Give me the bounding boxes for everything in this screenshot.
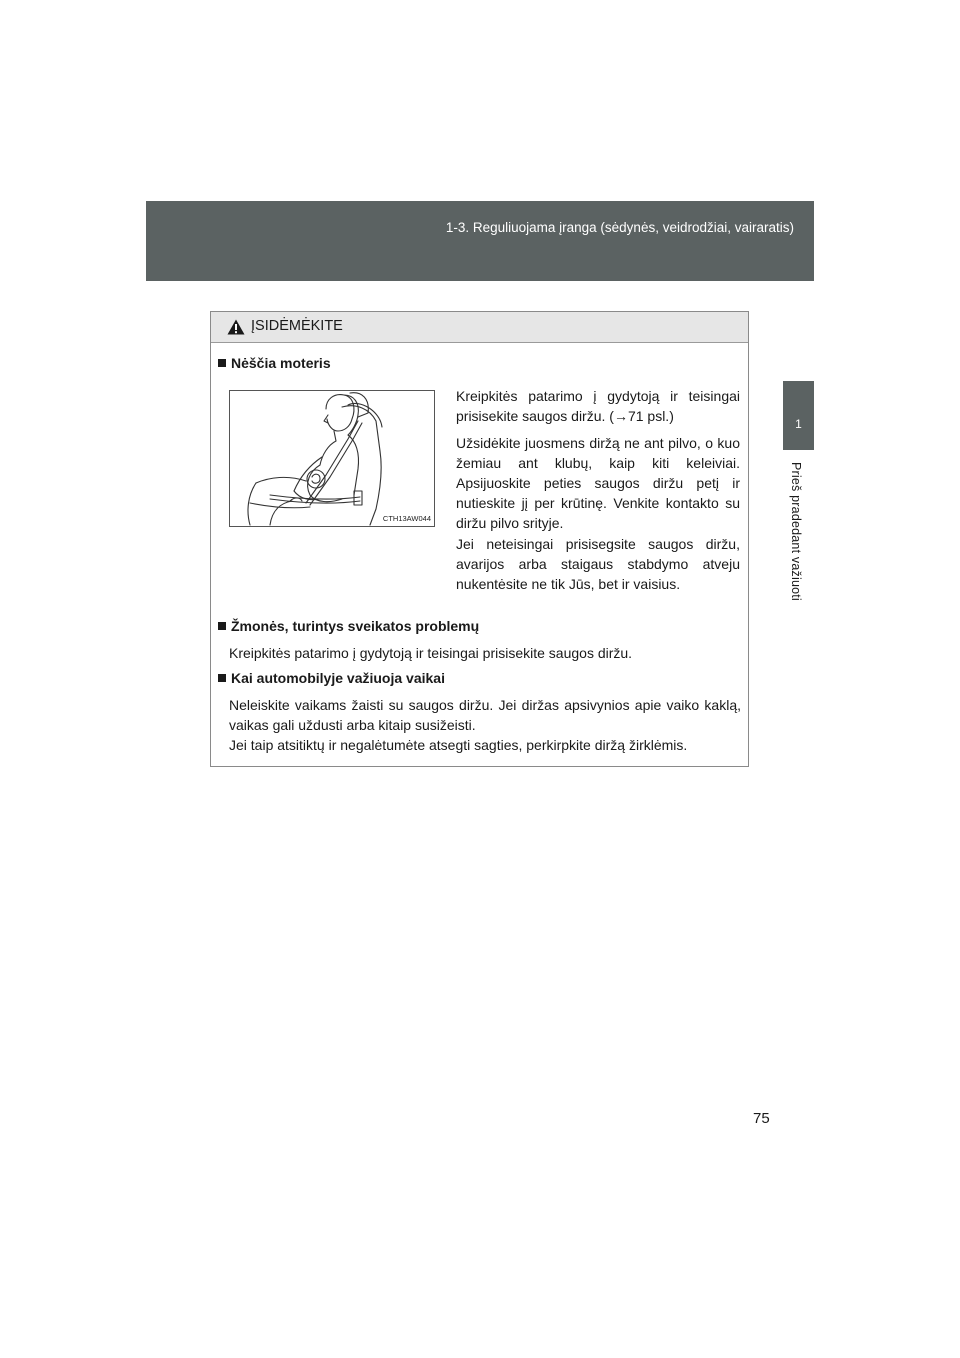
- paragraph: Jei neteisingai prisisegsite saugos diržu, avarijos arba staigaus stabdymo atveju nukentėsite ne tik Jūs, bet ir vaisius.: [456, 536, 740, 592]
- paragraph: Kreipkitės patarimo į gydytoją ir teisingai prisisekite saugos diržu.: [229, 645, 633, 661]
- pregnant-seatbelt-illustration: [229, 390, 435, 527]
- bullet-square-icon: [218, 622, 226, 630]
- warning-header: [211, 312, 748, 343]
- warning-triangle-icon: [227, 319, 245, 335]
- section-header-band: [146, 201, 814, 281]
- chapter-number: 1: [795, 417, 802, 431]
- paragraph: Kreipkitės patarimo į gydytoją ir teisingai prisisekite saugos diržu. (→71 psl.): [456, 388, 740, 424]
- page-number: 75: [753, 1110, 770, 1127]
- paragraph: Neleiskite vaikams žaisti su saugos diržu. Jei diržas apsivynios apie vaiko kaklą, vaikas gali uždusti arba kitaip susižeisti.: [229, 697, 741, 733]
- warning-box: [210, 311, 749, 767]
- pregnant-woman-seatbelt-figure: [230, 391, 434, 526]
- figure-code: CTH13AW044: [382, 514, 431, 523]
- chapter-tab: [783, 381, 814, 450]
- bullet-square-icon: [218, 359, 226, 367]
- section-title-pregnant: Nėščia moteris: [218, 355, 331, 371]
- bullet-square-icon: [218, 674, 226, 682]
- section-header-title: 1-3. Reguliuojama įranga (sėdynės, veidrodžiai, vairaratis): [445, 220, 794, 235]
- section-title-health-problems: Žmonės, turintys sveikatos problemų: [218, 618, 479, 634]
- section-title-children: Kai automobilyje važiuoja vaikai: [218, 670, 445, 686]
- chapter-label: Prieš pradedant važiuoti: [789, 462, 803, 601]
- paragraph: Užsidėkite juosmens diržą ne ant pilvo, o kuo žemiau ant klubų, kaip kiti keleiviai. Apsijuoskite peties saugos diržu petį ir nutieskite jį per krūtinę. Venkite kontakto su diržu pilvo srityje.: [456, 435, 740, 531]
- warning-title: ĮSIDĖMĖKITE: [251, 318, 343, 334]
- paragraph: Jei taip atsitiktų ir negalėtumėte atsegti sagties, perkirpkite diržą žirklėmis.: [229, 737, 688, 753]
